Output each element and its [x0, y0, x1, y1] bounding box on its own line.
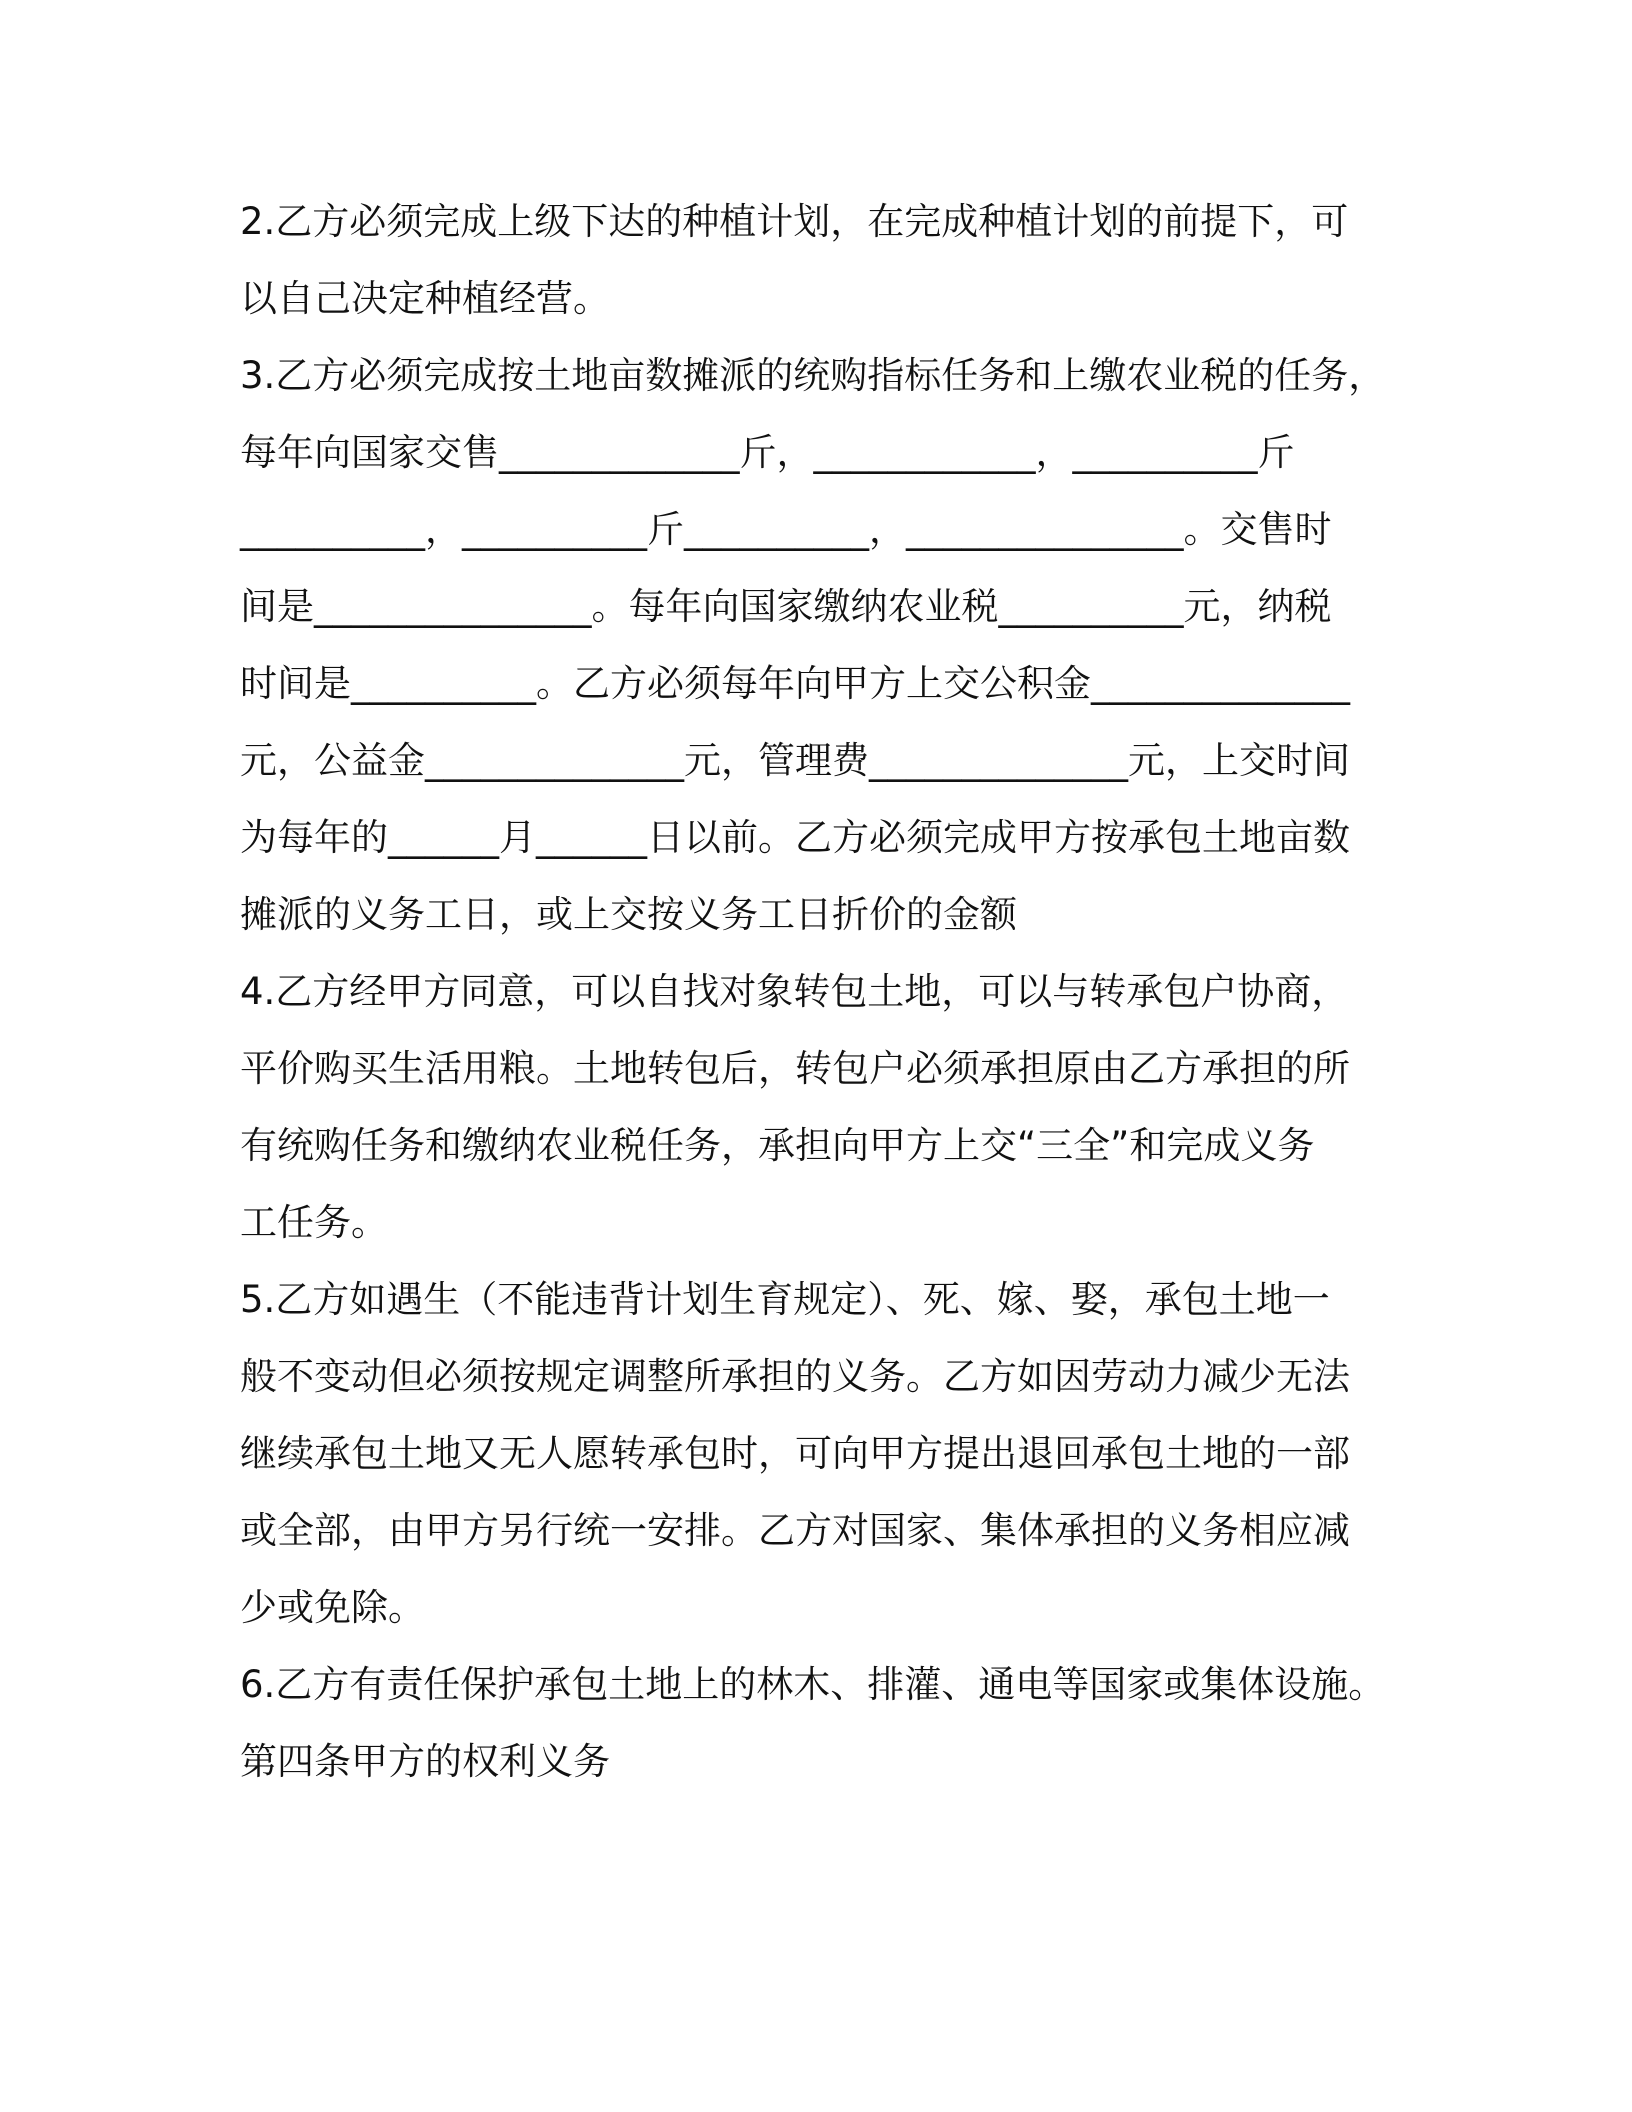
section-heading: 第四条甲方的权利义务 — [240, 1740, 610, 1783]
text-line: 3.乙方必须完成按土地亩数摊派的统购指标任务和上缴农业税的任务， — [240, 354, 1386, 397]
text-line: 每年向国家交售_____________斤，____________，__________斤 — [240, 431, 1295, 474]
text-line: 以自己决定种植经营。 — [240, 277, 610, 320]
text-line: 4.乙方经甲方同意，可以自找对象转包土地，可以与转承包户协商， — [240, 970, 1349, 1013]
text-line: 有统购任务和缴纳农业税任务，承担向甲方上交“三全”和完成义务 — [240, 1124, 1315, 1167]
text-line: 2.乙方必须完成上级下达的种植计划，在完成种植计划的前提下，可 — [240, 200, 1349, 243]
text-line: 间是_______________。每年向国家缴纳农业税__________元，纳税 — [240, 585, 1332, 628]
contract-body-text — [240, 183, 1390, 1800]
text-line: 般不变动但必须按规定调整所承担的义务。乙方如因劳动力减少无法 — [240, 1355, 1350, 1398]
text-line: 时间是__________。乙方必须每年向甲方上交公积金______________ — [240, 662, 1350, 705]
text-line: 6.乙方有责任保护承包土地上的林木、排灌、通电等国家或集体设施。 — [240, 1663, 1386, 1706]
text-line: 元，公益金______________元，管理费______________元，上交时间 — [240, 739, 1350, 782]
text-line: 少或免除。 — [240, 1586, 425, 1629]
text-line: 摊派的义务工日，或上交按义务工日折价的金额 — [240, 893, 1017, 936]
text-line: 继续承包土地又无人愿转承包时，可向甲方提出退回承包土地的一部 — [240, 1432, 1350, 1475]
text-line: 平价购买生活用粮。土地转包后，转包户必须承担原由乙方承担的所 — [240, 1047, 1350, 1090]
text-line: __________，__________斤__________，_______________。交售时 — [240, 508, 1332, 551]
text-line: 工任务。 — [240, 1201, 388, 1244]
text-line: 为每年的______月______日以前。乙方必须完成甲方按承包土地亩数 — [240, 816, 1350, 859]
text-line: 或全部，由甲方另行统一安排。乙方对国家、集体承担的义务相应减 — [240, 1509, 1350, 1552]
text-line: 5.乙方如遇生（不能违背计划生育规定）、死、嫁、娶，承包土地一 — [240, 1278, 1330, 1321]
